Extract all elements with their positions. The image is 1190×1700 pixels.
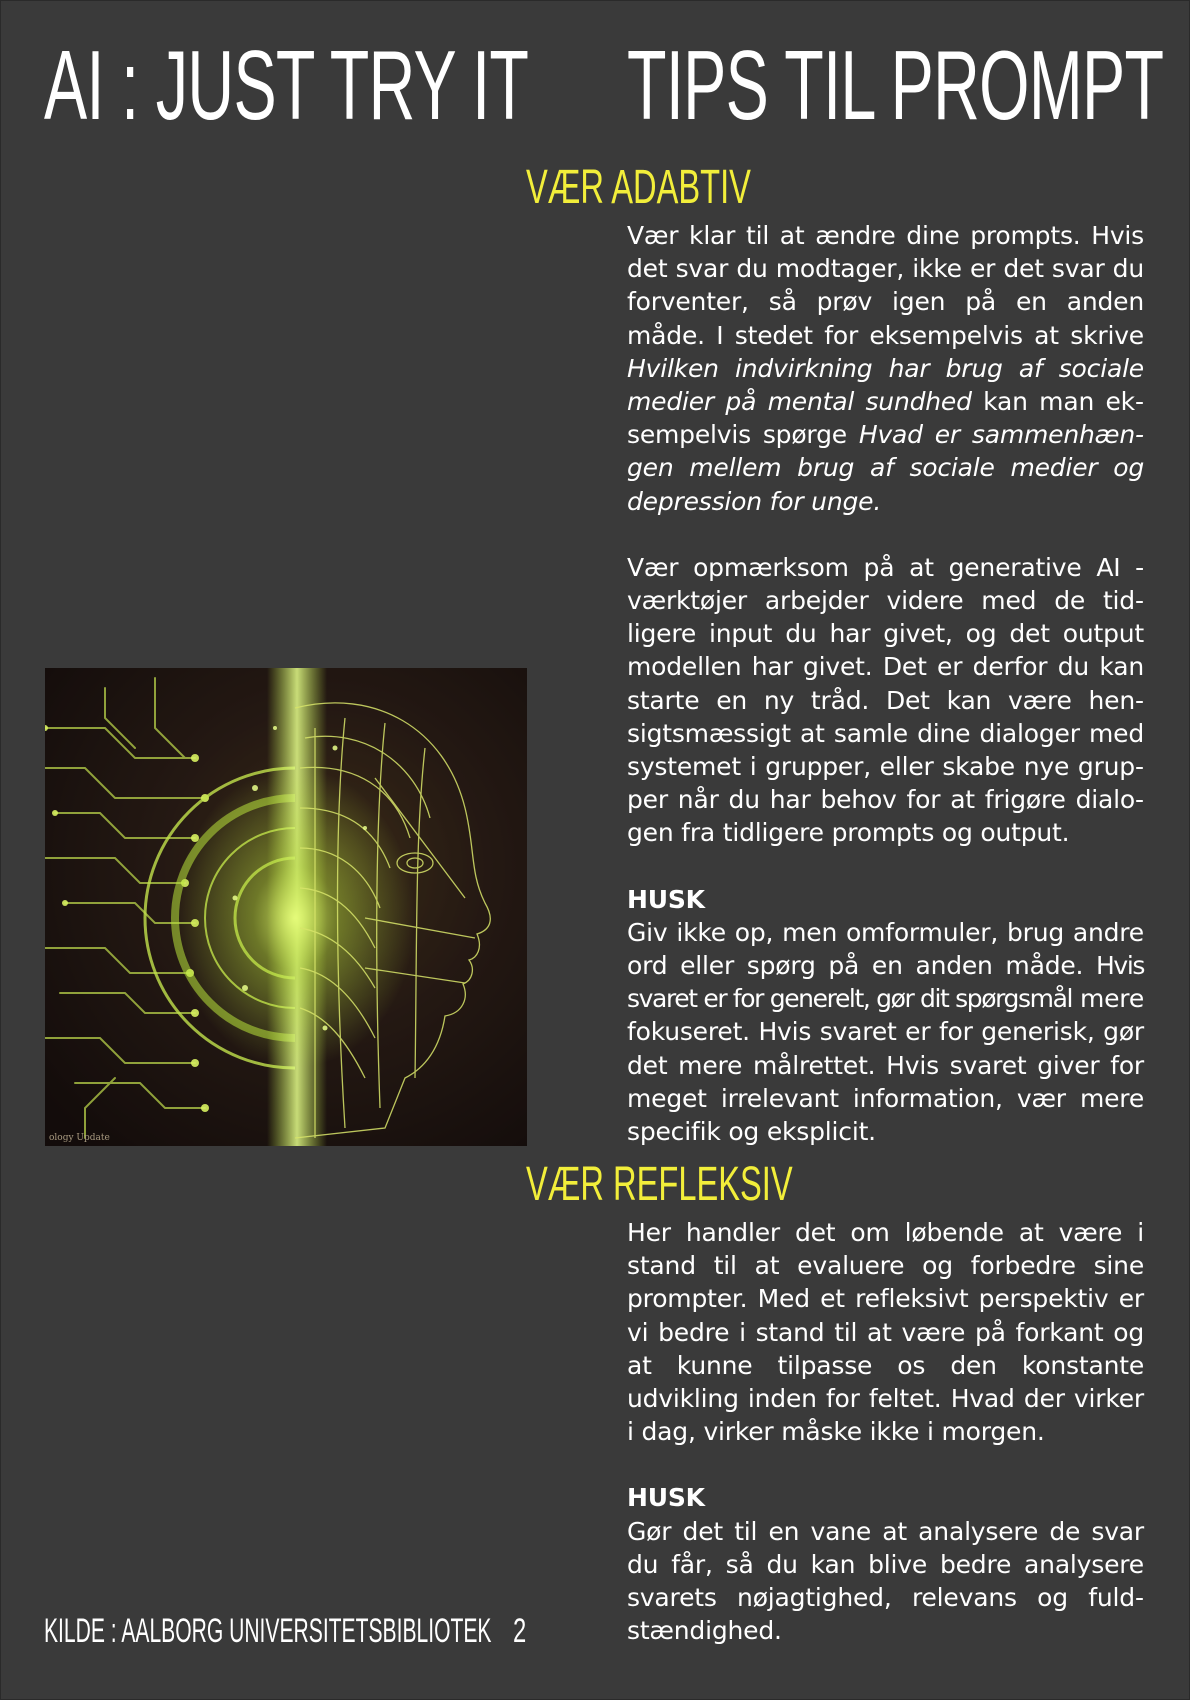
section-heading-adaptiv: VÆR ADABTIV (526, 161, 751, 214)
paragraph-gap (627, 850, 1144, 883)
page-number: 2 (513, 1612, 527, 1650)
section-body-refleksiv (627, 1216, 1144, 1647)
text-run: Giv ikke op, men omformuler, brug andre ord eller spørg på en anden måde. (627, 917, 1144, 981)
example-question-2: Hvad er sammenhængen mellem brug af sociale medier og depression for unge. (627, 420, 1144, 516)
page-title-right: TIPS TIL PROMPT (627, 30, 1164, 140)
text-run: mere fokuseret. Hvis svaret er for generisk, gør det mere målrettet. Hvis svaret giver for meget irrelevant information, vær mere specifik og eksplicit. (627, 984, 1145, 1147)
page-title-left: AI : JUST TRY IT (44, 30, 529, 140)
text-run: kan man eksempelvis spørge (627, 387, 1144, 450)
source-credit: KILDE : AALBORG UNIVERSITETSBIBLIOTEK (44, 1612, 492, 1650)
section-body-adaptiv (627, 219, 1144, 1148)
example-question-1: Hvilken indvirkning har brug af sociale medier på mental sundhed (627, 353, 1144, 417)
text-run-condensed: Hvis svaret er for generelt, gør dit spørgsmål (627, 951, 1144, 1014)
paragraph-refleksiv-intro: Her handler det om løbende at være i stand til at evaluere og forbedre sine prompter. Med et refleksivt perspektiv er vi bedre i stand til at være på forkant og at kunne tilpasse os den konstante udvikling inden for feltet. Hvad der virker i dag, virker måske ikke i morgen. (627, 1218, 1144, 1447)
ai-face-illustration (45, 668, 527, 1146)
image-watermark: ology Update (49, 1133, 110, 1143)
paragraph-gap (627, 518, 1144, 551)
husk-label-refleksiv: HUSK (627, 1483, 705, 1513)
paragraph-adaptiv-intro (627, 219, 1144, 518)
husk-text-adaptiv (627, 916, 1144, 1148)
paragraph-gap (627, 1448, 1144, 1481)
text-run: Vær klar til at ændre dine prompts. Hvis det svar du modtager, ikke er det svar du forventer, så prøv igen på en anden måde. I stedet for eksempelvis at skrive (627, 221, 1144, 350)
section-heading-refleksiv: VÆR REFLEKSIV (526, 1158, 793, 1211)
husk-text-refleksiv: Gør det til en vane at analysere de svar du får, så du kan blive bedre analysere svarets nøjagtighed, relevans og fuldstændighed. (627, 1516, 1144, 1646)
husk-label-adaptiv: HUSK (627, 884, 705, 914)
paragraph-adaptiv-context: Vær opmærksom på at generative AI -værktøjer arbejder videre med de tidligere input du har givet, og det output modellen har givet. Det er derfor du kan starte en ny tråd. Det kan være hensigtsmæssigt at samle dine dialoger med systemet i grupper, eller skabe nye grupper når du har behov for at frigøre dialogen fra tidligere prompts og output. (627, 552, 1144, 848)
